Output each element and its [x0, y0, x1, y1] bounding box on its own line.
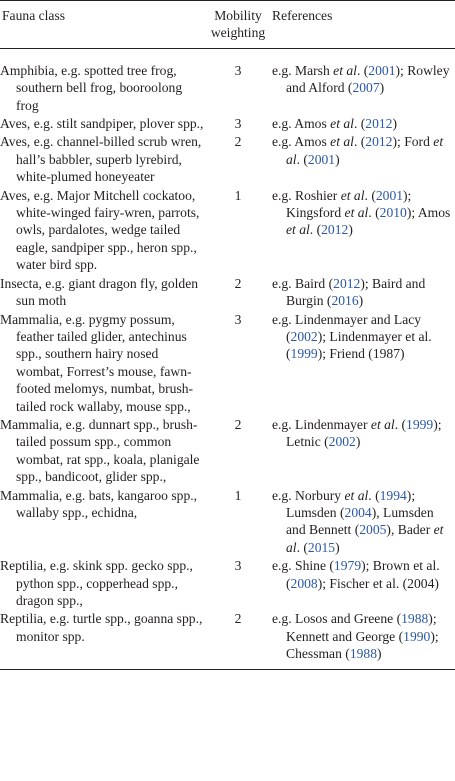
- reference-text: );: [395, 62, 404, 78]
- table-row: [0, 416, 455, 487]
- reference-text: Ford: [404, 134, 434, 150]
- reference-text: e.g. Lindenmayer and Lacy: [272, 311, 422, 327]
- reference-line: [272, 611, 437, 626]
- references-cell: [270, 487, 455, 558]
- reference-year-link[interactable]: 2001: [375, 187, 404, 203]
- reference-et-al: et al: [344, 205, 369, 221]
- reference-text: Lumsden (: [286, 504, 345, 520]
- reference-text: e.g. Marsh: [272, 62, 334, 78]
- fauna-class-text: Mammalia, e.g. dunnart spp., brush-tailed possum spp., common wombat, rat spp., koala, planigale spp., bandicoot, glider spp.,: [0, 416, 200, 485]
- reference-text: Rowley and Alford (: [286, 62, 450, 96]
- reference-text: ); Brown et al.: [361, 558, 440, 574]
- reference-year-link[interactable]: 2007: [352, 80, 380, 96]
- reference-year-link[interactable]: 2001: [368, 62, 396, 78]
- reference-year-link[interactable]: 1994: [379, 487, 407, 503]
- references-text: [270, 275, 455, 310]
- references-text: [270, 133, 455, 168]
- references-text: [270, 115, 455, 132]
- reference-year-link[interactable]: 2012: [365, 134, 393, 150]
- reference-text: . (: [364, 187, 376, 203]
- fauna-class-text: Amphibia, e.g. spotted tree frog, southern bell frog, booroolong frog: [0, 62, 183, 113]
- mobility-weighting-cell: 3: [234, 311, 242, 327]
- reference-year-link[interactable]: 1988: [401, 611, 429, 627]
- reference-line: [286, 293, 363, 308]
- mobility-weighting-cell: 2: [234, 134, 242, 150]
- reference-text: );: [403, 187, 412, 203]
- references-cell: [270, 557, 455, 610]
- references-cell: [270, 115, 455, 133]
- reference-line: [272, 558, 440, 573]
- references-cell: [270, 610, 455, 669]
- reference-year-link[interactable]: 2012: [333, 275, 361, 291]
- reference-line: [272, 276, 425, 291]
- mobility-weighting-cell: 2: [206, 610, 270, 669]
- reference-text: e.g. Losos and Greene (: [272, 611, 402, 627]
- reference-text: . (: [368, 487, 380, 503]
- references-cell: [270, 133, 455, 186]
- table-row: [0, 487, 455, 558]
- reference-line: [286, 434, 360, 449]
- reference-year-link[interactable]: 1999: [290, 346, 318, 362]
- reference-et-al: et al: [330, 134, 354, 150]
- table-row: [0, 275, 455, 311]
- reference-text: e.g. Roshier: [272, 187, 341, 203]
- reference-text: e.g. Shine (: [272, 558, 334, 574]
- reference-text: ): [379, 80, 385, 96]
- header-references: References: [270, 1, 455, 49]
- reference-text: ): [335, 539, 340, 555]
- table-row: [0, 610, 455, 669]
- reference-text: ): [377, 646, 382, 662]
- reference-text: ),: [386, 522, 395, 538]
- reference-text: . (: [296, 539, 308, 555]
- reference-text: . (: [353, 134, 366, 150]
- reference-text: and Bennett (: [286, 522, 360, 538]
- header-mobility-line1: Mobility: [214, 8, 262, 23]
- references-cell: [270, 416, 455, 487]
- reference-line: [272, 63, 404, 78]
- reference-et-al: et al: [330, 116, 354, 132]
- reference-text: . (: [356, 62, 369, 78]
- table-row: [0, 557, 455, 610]
- reference-year-link[interactable]: 2015: [307, 539, 336, 555]
- mobility-weighting-cell: 3: [234, 62, 242, 78]
- mobility-weighting-cell: 1: [234, 187, 242, 203]
- reference-text: . (: [296, 151, 308, 167]
- fauna-class-cell: [0, 610, 206, 669]
- references-text: [270, 187, 455, 239]
- reference-text: ); Lindenmayer et al.: [317, 328, 432, 344]
- mobility-weighting-cell: 2: [234, 275, 242, 291]
- references-cell: [270, 275, 455, 311]
- reference-et-al: et al: [286, 134, 444, 167]
- table-header-row: [0, 1, 455, 49]
- fauna-class-cell: [0, 416, 206, 487]
- reference-text: ): [392, 116, 397, 132]
- reference-line: [272, 188, 411, 203]
- reference-text: . (: [368, 205, 380, 221]
- fauna-class-cell: [0, 133, 206, 186]
- reference-line: [286, 646, 382, 661]
- reference-line: [272, 116, 397, 131]
- reference-text: Kingsford: [286, 205, 345, 221]
- fauna-class-text: Reptilia, e.g. turtle spp., goanna spp., monitor spp.: [0, 611, 203, 644]
- reference-text: . (: [394, 416, 407, 432]
- reference-text: ): [348, 222, 353, 238]
- references-cell: [270, 187, 455, 275]
- reference-text: );: [406, 205, 416, 221]
- reference-text: . (: [309, 222, 322, 238]
- fauna-class-text: Aves, e.g. stilt sandpiper, plover spp.,: [0, 116, 204, 132]
- fauna-class-cell: [0, 311, 206, 416]
- fauna-class-cell: [0, 115, 206, 133]
- references-text: [270, 62, 455, 97]
- fauna-class-cell: [0, 487, 206, 558]
- table-body: [0, 48, 455, 669]
- reference-line: [286, 576, 439, 591]
- fauna-class-text: Mammalia, e.g. bats, kangaroo spp., wallaby spp., echidna,: [0, 487, 198, 520]
- references-text: [270, 610, 455, 662]
- reference-year-link[interactable]: 2012: [321, 222, 349, 238]
- reference-year-link[interactable]: 1988: [349, 646, 377, 662]
- reference-year-link[interactable]: 2002: [328, 434, 356, 450]
- reference-text: ), Lumsden: [371, 504, 434, 520]
- reference-line: [286, 522, 394, 537]
- reference-text: ); Fischer et al. (2004): [317, 575, 439, 591]
- reference-year-link[interactable]: 2010: [379, 205, 407, 221]
- reference-text: e.g. Baird (: [272, 275, 334, 291]
- reference-text: );: [433, 416, 442, 432]
- reference-line: [272, 488, 415, 503]
- reference-year-link[interactable]: 2012: [365, 116, 393, 132]
- reference-text: Kennett and George (: [286, 628, 404, 644]
- reference-text: e.g. Amos: [272, 134, 331, 150]
- reference-year-link[interactable]: 2001: [307, 151, 336, 167]
- references-text: [270, 416, 455, 451]
- reference-et-al: et al: [286, 522, 444, 555]
- reference-et-al: et al: [333, 62, 357, 78]
- reference-text: (: [286, 328, 291, 344]
- fauna-class-text: Mammalia, e.g. pygmy possum, feather tailed glider, antechinus spp., southern hairy nosed wombat, Forrest’s mouse, fawn-footed melomys, numbat, brush-tailed rock wallaby, mouse spp.,: [0, 311, 194, 414]
- reference-text: ); Baird and: [360, 275, 426, 291]
- reference-year-link[interactable]: 1979: [333, 558, 362, 574]
- reference-text: . (: [353, 116, 366, 132]
- reference-line: [286, 346, 405, 361]
- reference-text: ): [358, 293, 364, 309]
- reference-line: [272, 417, 442, 432]
- table-row: [0, 115, 455, 133]
- reference-line: [286, 505, 434, 520]
- reference-text: );: [430, 628, 439, 644]
- reference-text: ): [355, 434, 361, 450]
- reference-et-al: et al: [370, 416, 395, 432]
- reference-text: (: [286, 575, 291, 591]
- reference-line: [286, 629, 439, 644]
- mobility-weighting-cell: 3: [234, 116, 242, 132]
- reference-year-link[interactable]: 1990: [403, 628, 431, 644]
- reference-text: );: [406, 487, 416, 503]
- header-fauna-class: Fauna class: [0, 1, 206, 49]
- reference-et-al: et al: [344, 487, 369, 503]
- reference-text: e.g. Norbury: [272, 487, 345, 503]
- fauna-class-text: Reptilia, e.g. skink spp. gecko spp., python spp., copperhead spp., dragon spp.,: [0, 558, 193, 608]
- table-row: [0, 311, 455, 416]
- reference-year-link[interactable]: 2016: [331, 293, 359, 309]
- header-mobility-weighting: [206, 1, 270, 49]
- mobility-weighting-cell: 1: [234, 487, 242, 503]
- table-row: [0, 187, 455, 275]
- reference-et-al: et al: [340, 187, 365, 203]
- reference-text: Burgin (: [286, 293, 332, 309]
- references-text: [270, 557, 455, 592]
- mobility-weighting-cell: 3: [234, 558, 242, 574]
- reference-line: [272, 312, 421, 327]
- reference-text: Letnic (: [286, 434, 329, 450]
- references-cell: [270, 48, 455, 115]
- reference-text: (: [286, 346, 291, 362]
- table-row: [0, 48, 455, 115]
- reference-text: e.g. Amos: [272, 116, 331, 132]
- references-text: [270, 311, 455, 363]
- fauna-class-text: Aves, e.g. Major Mitchell cockatoo, white-winged fairy-wren, parrots, owls, pardalotes, wedge tailed eagle, sandpiper spp., heron spp., water bird spp.: [0, 187, 200, 273]
- reference-line: [286, 205, 415, 220]
- reference-year-link[interactable]: 2005: [359, 522, 387, 538]
- table-row: [0, 133, 455, 186]
- reference-year-link[interactable]: 2008: [290, 575, 318, 591]
- reference-text: ); Friend (1987): [317, 346, 405, 362]
- reference-text: Bader: [397, 522, 434, 538]
- reference-text: e.g. Lindenmayer: [272, 416, 371, 432]
- reference-et-al: et al: [286, 222, 310, 238]
- fauna-class-text: Aves, e.g. channel-billed scrub wren, hall’s babbler, superb lyrebird, white-plumed honeyeater: [0, 134, 202, 185]
- reference-line: [272, 134, 401, 149]
- reference-text: Chessman (: [286, 646, 350, 662]
- reference-line: [286, 329, 432, 344]
- fauna-class-cell: [0, 187, 206, 275]
- fauna-class-cell: [0, 48, 206, 115]
- header-mobility-line2: weighting: [210, 25, 266, 41]
- reference-text: );: [428, 611, 437, 627]
- reference-year-link[interactable]: 2004: [344, 504, 372, 520]
- fauna-class-cell: [0, 275, 206, 311]
- reference-year-link[interactable]: 2002: [290, 328, 318, 344]
- reference-text: ): [335, 151, 340, 167]
- references-text: [270, 487, 455, 557]
- mobility-weighting-cell: 2: [234, 416, 242, 432]
- reference-text: Amos: [417, 205, 451, 221]
- fauna-class-cell: [0, 557, 206, 610]
- reference-year-link[interactable]: 1999: [406, 416, 434, 432]
- references-cell: [270, 311, 455, 416]
- reference-text: );: [392, 134, 401, 150]
- fauna-class-text: Insecta, e.g. giant dragon fly, golden sun moth: [0, 275, 199, 309]
